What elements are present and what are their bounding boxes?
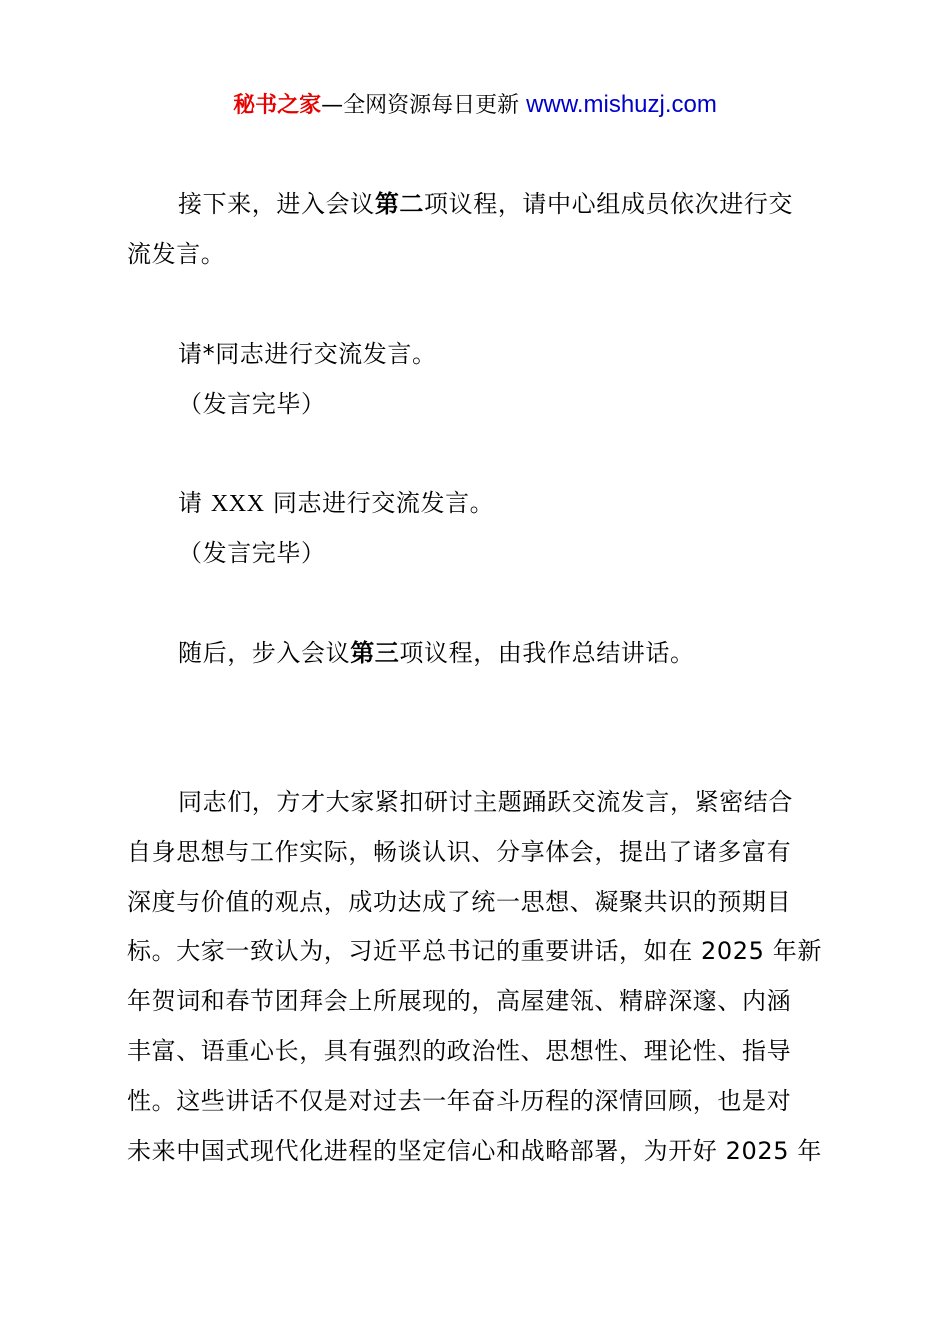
slogan: —全网资源每日更新 [321,93,527,118]
text: 请 [178,489,211,517]
text: 随后，步入会议 [178,639,351,667]
text: 接下来，进入会议 [178,190,375,218]
paragraph-line: 流发言。 [127,240,226,268]
text: 同志进行交流发言。 [264,489,495,517]
site-url-link[interactable]: www.mishuzj.com [526,91,717,118]
paragraph-line [178,188,793,220]
bold-text: 第二 [374,190,425,218]
paragraph-line: 丰富、语重心长，具有强烈的政治性、思想性、理论性、指导 [127,1037,792,1065]
paragraph-line: 同志们，方才大家紧扣研讨主题踊跃交流发言，紧密结合 [178,788,793,816]
paragraph-line: 未来中国式现代化进程的坚定信心和战略部署，为开好 2025 年 [127,1137,822,1165]
paragraph-line: 性。这些讲话不仅是对过去一年奋斗历程的深情回顾，也是对 [127,1087,792,1115]
site-header [0,88,950,119]
text: 项议程，请中心组成员依次进行交 [424,190,794,218]
paragraph-line: （发言完毕） [178,390,326,418]
paragraph-line: 深度与价值的观点，成功达成了统一思想、凝聚共识的预期目 [127,888,792,916]
text: 项议程，由我作总结讲话。 [399,639,695,667]
paragraph-line: 自身思想与工作实际，畅谈认识、分享体会，提出了诸多富有 [127,838,792,866]
name-placeholder: XXX [210,491,265,517]
paragraph-line: （发言完毕） [178,539,326,567]
paragraph-line: 标。大家一致认为，习近平总书记的重要讲话，如在 2025 年新 [127,937,822,965]
paragraph-line [178,487,494,520]
bold-text: 第三 [350,639,400,667]
brand-name: 秘书之家 [233,93,322,118]
paragraph-line: 请*同志进行交流发言。 [178,340,437,368]
paragraph-line: 年贺词和春节团拜会上所展现的，高屋建瓴、精辟深邃、内涵 [127,987,792,1015]
paragraph-line [178,637,695,669]
